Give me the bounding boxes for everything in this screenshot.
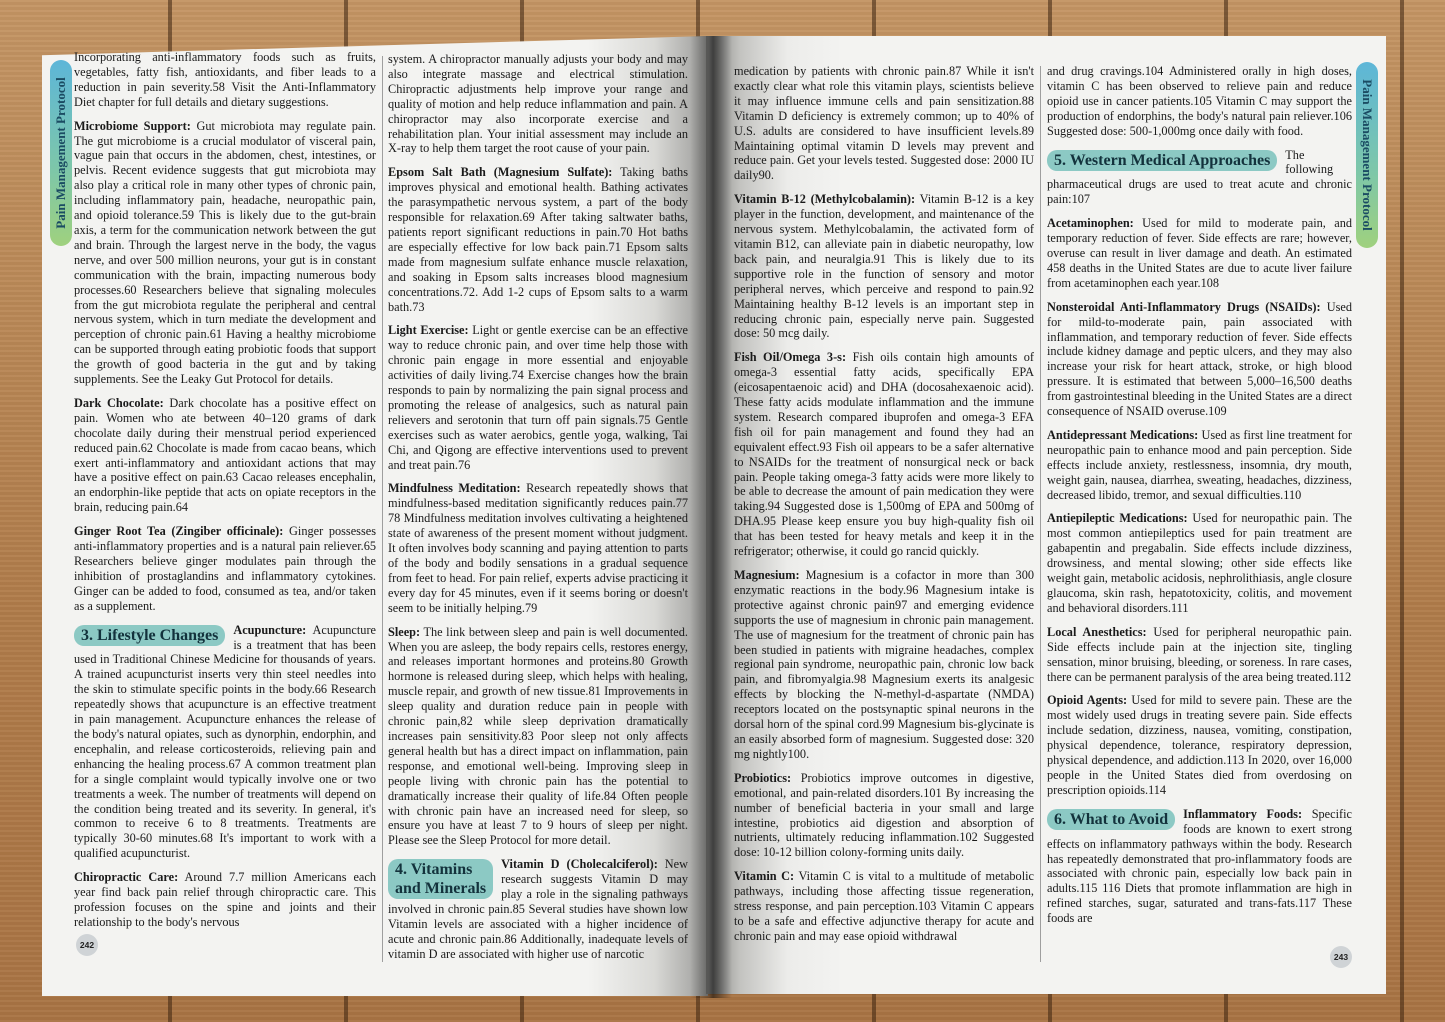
paragraph-vitamin-d-cont: medication by patients with chronic pain.87 While it isn't exactly clear what role this vitamin plays, scientists believe it may influence immune cells and pain sensitization.88 Vitamin D deficiency is extremely common; up to 40% of U.S. adults are considered to have insufficient levels.89 Maintaining optimal vitamin D levels may prevent and reduce pain. Get your levels tested. Suggested dose: 2000 IU daily90. (734, 64, 1034, 183)
paragraph-probiotics: Probiotics: Probiotics improve outcomes in digestive, emotional, and pain-related disorders.101 By increasing the number of beneficial bacteria in your small and large intestine, probiotics aid digestion and absorption of nutrients, ultimately reducing inflammation.102 Suggested dose: 10-12 billion colony-forming units daily. (734, 770, 1034, 860)
heading-epsom: Epsom Salt Bath (Magnesium Sulfate): (388, 165, 613, 180)
paragraph-nsaids: Nonsteroidal Anti-Inflammatory Drugs (NSAIDs): Used for mild-to-moderate pain, pain associated with inflammation, and temporary reduction of fever. Side effects include kidney damage and peptic ulcers, and they may also increase your risk for heart attack, stroke, or high blood pressure. It is estimated that between 5,000–16,500 deaths from gastrointestinal bleeding in the United States are a direct consequence of NSAID overuse.109 (1047, 299, 1352, 419)
left-column-divider (382, 56, 383, 962)
heading-dark-chocolate: Dark Chocolate: (74, 395, 164, 410)
paragraph-microbiome: Microbiome Support: Gut microbiota may regulate pain. The gut microbiome is a crucial modulator of visceral pain, vague pain that occurs in the abdomen, chest, intestines, or pelvis. Recent evidence suggests that gut microbiota may also play a critical role in many other types of chronic pain, including inflammatory pain, headache, neuropathic pain, and opioid tolerance.59 This is likely due to the gut-brain axis, a term for the communication network between the gut and brain. Through the largest nerve in the body, the vagus nerve, and over 500 million neurons, your gut is in constant communication with the brain, impacting numerous body processes.60 Researchers believe that signaling molecules from the gut microbiota regulate the peripheral and central nervous system, which in turn mediate the development and perception of chronic pain.61 Having a healthy microbiome can be supported through eating probiotic foods that support the growth of good bacteria in the gut and by taking supplements. See the Leaky Gut Protocol for details. (74, 118, 376, 387)
right-column-2 (1047, 64, 1352, 964)
left-running-header-tab (50, 60, 72, 246)
heading-antiepileptic: Antiepileptic Medications: (1047, 511, 1188, 526)
heading-opioid: Opioid Agents: (1047, 693, 1128, 708)
paragraph-local-anesthetics: Local Anesthetics: Used for peripheral neuropathic pain. Side effects include pain at the injection site, tingling sensation, minor bruising, bleeding, or soreness. In rare cases, there can be permanent paralysis of the area being treated.112 (1047, 624, 1352, 684)
left-page-number: 242 (76, 934, 98, 956)
paragraph-inflammatory-foods: 6. What to Avoid Inflammatory Foods: Specific foods are known to exert strong effects on inflammatory pathways within the body. Research has repeatedly demonstrated that pro-inflammatory foods are associated with chronic pain, especially low back pain in adults.115 116 Diets that promote inflammation are high in refined starches, sugar, saturated and trans-fats.117 These foods are (1047, 806, 1352, 926)
heading-vitamin-c: Vitamin C: (734, 869, 795, 884)
heading-acupuncture: Acupuncture: (233, 622, 307, 637)
right-column-1 (734, 64, 1034, 964)
heading-acetaminophen: Acetaminophen: (1047, 216, 1134, 231)
paragraph-epsom: Epsom Salt Bath (Magnesium Sulfate): Taking baths improves physical and emotional health. Bathing activates the parasympathetic nervous system, a part of the body responsible for relaxation.69 After taking saltwater baths, patients report significant reductions in pain.70 Hot baths are especially effective for low back pain.71 Epsom salts made from magnesium sulfate enhance muscle relaxation, and soaking in Epsom salts increases blood magnesium concentrations.72. Add 1-2 cups of Epsom salts to a warm bath.73 (388, 165, 688, 314)
heading-local-anesthetics: Local Anesthetics: (1047, 624, 1147, 639)
paragraph-vitamin-d: 4. Vitamins and Minerals Vitamin D (Cholecalciferol): New research suggests Vitamin D may play a role in the signaling pathways involved in chronic pain.85 Several studies have shown low Vitamin levels are associated with a higher incidence of acute and chronic pain.86 Additionally, inadequate levels of vitamin D are associated with higher use of narcotic (388, 857, 688, 961)
paragraph-vitamin-c-cont: and drug cravings.104 Administered orally in high doses, vitamin C has been observed to relieve pain and reduce opioid use in cancer patients.105 Vitamin C may support the production of endorphins, the body's natural pain reliever.106 Suggested dose: 500-1,000mg once daily with food. (1047, 64, 1352, 138)
heading-fish-oil: Fish Oil/Omega 3-s: (734, 350, 847, 365)
paragraph-intro: Incorporating anti-inflammatory foods such as fruits, vegetables, fatty fish, antioxidants, and fiber leads to a reduction in pain severity.58 Visit the Anti-Inflammatory Diet chapter for full details and dietary suggestions. (74, 50, 376, 109)
heading-sleep: Sleep: (388, 624, 421, 639)
heading-mindfulness: Mindfulness Meditation: (388, 481, 521, 496)
left-running-header: Pain Management Protocol (53, 77, 68, 229)
paragraph-light-exercise: Light Exercise: Light or gentle exercise can be an effective way to reduce chronic pain, and over time help those with chronic pain engage in more essential and enjoyable activities of daily living.74 Exercise changes how the brain responds to pain by normalizing the pain signal process and promoting the release of analgesics, such as natural pain relievers and serotonin that turn off pain signals.75 Gentle exercises such as water aerobics, gentle yoga, walking, Tai Chi, and Qigong are effective interventions used to prevent and treat pain.76 (388, 323, 688, 472)
heading-microbiome: Microbiome Support: (74, 118, 191, 133)
heading-b12: Vitamin B-12 (Methylcobalamin): (734, 192, 916, 207)
paragraph-sleep: Sleep: The link between sleep and pain is well documented. When you are asleep, the body repairs cells, restores energy, and releases important hormones and proteins.80 Growth hormone is released during sleep, which helps with healing, muscle repair, and growth of new tissue.81 Improvements in sleep quality and duration reduce pain in people with chronic pain,82 while sleep deprivation dramatically increases pain sensitivity.83 Poor sleep not only affects general health but has a direct impact on inflammation, pain response, and emotional well-being. Improving sleep in people living with chronic pain has the potential to dramatically increase their quality of life.84 Often people with chronic pain have an increased need for sleep, so ensure you have at least 7 to 9 hours of sleep per night. Please see the Sleep Protocol for more detail. (388, 624, 688, 848)
book-spine-shadow (690, 36, 732, 998)
heading-light-exercise: Light Exercise: (388, 323, 469, 338)
heading-ginger: Ginger Root Tea (Zingiber officinale): (74, 524, 284, 539)
paragraph-dark-chocolate: Dark Chocolate: Dark chocolate has a positive effect on pain. Women who ate between 40–120 grams of dark chocolate daily during their menstrual period experienced reduced pain.62 Chocolate is made from cacao beans, which exert anti-inflammatory and antioxidant actions that may have a positive effect on pain.63 Cacao releases encephalin, an endorphin-like peptide that acts on opiate receptors in the brain, reducing pain.64 (74, 395, 376, 515)
paragraph-western-intro: 5. Western Medical Approaches The following pharmaceutical drugs are used to treat acute and chronic pain:107 (1047, 147, 1352, 207)
paragraph-fish-oil: Fish Oil/Omega 3-s: Fish oils contain high amounts of omega-3 essential fatty acids, specifically EPA (eicosapentaenoic acid) and DHA (docosahexaenoic acid). These fatty acids modulate inflammation and the immune system. Research compared ibuprofen and omega-3 EFA fish oil for pain management and found they had an equivalent effect.93 Fish oil appears to be a safer alternative to NSAIDs for the treatment of nonsurgical neck or back pain. People taking omega-3 fatty acids were more likely to be able to decrease the amount of pain medication they were taking.94 Suggested dose is 1,500mg of EPA and 500mg of DHA.95 Please keep ensure you buy high-quality fish oil that has been tested for heavy metals and keep it in the refrigerator; otherwise, it could go rancid quickly. (734, 350, 1034, 559)
paragraph-chiropractic-cont: system. A chiropractor manually adjusts your body and may also integrate massage and electrical stimulation. Chiropractic adjustments help improve your range and quality of motion and help reduce inflammation and pain. A chiropractor may also incorporate exercise and a rehabilitation plan. Your initial assessment may include an X-ray to help them target the root cause of your pain. (388, 52, 688, 156)
paragraph-magnesium: Magnesium: Magnesium is a cofactor in more than 300 enzymatic reactions in the body.96 Magnesium intake is protective against chronic pain97 and emerging evidence supports the use of magnesium in chronic pain management. The use of magnesium for the treatment of chronic pain has been studied in patients with migraine headaches, complex regional pain syndrome, neuropathic pain, chronic low back pain, and fibromyalgia.98 Magnesium exerts its analgesic effects by blocking the N-methyl-d-aspartate (NMDA) receptors located on the postsynaptic spinal neurons in the dorsal horn of the spinal cord.99 Magnesium bis-glycinate is an easily absorbed form of magnesium. Suggested dose: 320 mg nightly100. (734, 568, 1034, 761)
heading-antidepressant: Antidepressant Medications: (1047, 427, 1199, 442)
heading-vitamin-d: Vitamin D (Cholecalciferol): (501, 857, 658, 872)
heading-inflammatory-foods: Inflammatory Foods: (1183, 806, 1303, 821)
right-running-header-tab (1356, 62, 1378, 248)
section-heading-avoid: 6. What to Avoid (1047, 809, 1175, 830)
paragraph-acetaminophen: Acetaminophen: Used for mild to moderate pain, and temporary reduction of fever. Side effects are rare; however, overuse can result in liver damage and death. An estimated 458 deaths in the United States are due to acute liver failure from acetaminophen each year.108 (1047, 216, 1352, 290)
paragraph-antiepileptic: Antiepileptic Medications: Used for neuropathic pain. The most common antiepileptics used for pain treatment are gabapentin and pregabalin. Side effects include dizziness, drowsiness, and mental slowing; other side effects like weight gain, metabolic acidosis, nephrolithiasis, angle closure glaucoma, skin rash, hepatotoxicity, colitis, and movement and behavioral disorders.111 (1047, 511, 1352, 615)
right-running-header: Pain Management Protocol (1360, 79, 1375, 231)
paragraph-antidepressant: Antidepressant Medications: Used as first line treatment for neuropathic pain to enhance mood and pain perception. Side effects include anxiety, restlessness, insomnia, dry mouth, weight gain, nausea, diarrhea, sweating, headaches, dizziness, decreased libido, tremor, and sexual difficulties.110 (1047, 427, 1352, 502)
section-heading-vitamins: 4. Vitamins and Minerals (388, 859, 493, 899)
left-column-1 (74, 50, 376, 970)
heading-chiropractic: Chiropractic Care: (74, 870, 179, 885)
heading-nsaids: Nonsteroidal Anti-Inflammatory Drugs (NSAIDs): (1047, 299, 1321, 314)
right-page-number: 243 (1330, 946, 1352, 968)
paragraph-b12: Vitamin B-12 (Methylcobalamin): Vitamin B-12 is a key player in the function, development, and maintenance of the nervous system. Methylcobalamin, the activated form of vitamin B12, can alleviate pain in diabetic neuropathy, low back pain, and neuralgia.91 This is likely due to its supportive role in the function of sensory and motor peripheral nerves, which perceive and respond to pain.92 Maintaining healthy B-12 levels is an important step in reducing chronic pain, especially nerve pain. Suggested dose: 50 mcg daily. (734, 192, 1034, 341)
section-heading-lifestyle: 3. Lifestyle Changes (74, 625, 225, 646)
paragraph-opioid: Opioid Agents: Used for mild to severe pain. These are the most widely used drugs in treating severe pain. Side effects include sedation, dizziness, nausea, vomiting, constipation, physical dependence, tolerance, respiratory depression, physical dependence, and addiction.113 In 2020, over 16,000 people in the United States died from overdosing on prescription opioids.114 (1047, 693, 1352, 797)
paragraph-vitamin-c: Vitamin C: Vitamin C is vital to a multitude of metabolic pathways, including those affecting tissue regeneration, stress response, and pain perception.103 Vitamin C appears to be a safe and effective adjunctive therapy for acute and chronic pain and may ease opioid withdrawal (734, 869, 1034, 943)
left-column-2 (388, 52, 688, 968)
paragraph-mindfulness: Mindfulness Meditation: Research repeatedly shows that mindfulness-based meditation significantly reduces pain.77 78 Mindfulness meditation involves cultivating a heightened state of awareness of the present moment without judgment. It often involves body scanning and paying attention to parts of the body and bodily sensations in a gradual sequence from feet to head. For pain relief, experts advise practicing it every day for 45 minutes, even if it seems boring or doesn't seem to be initially helping.79 (388, 481, 688, 615)
paragraph-ginger: Ginger Root Tea (Zingiber officinale): Ginger possesses anti-inflammatory properties and is a natural pain reliever.65 Researchers believe ginger modulates pain through the inhibition of prostaglandins and inflammatory cytokines. Ginger can be added to food, consumed as tea, and/or taken as a supplement. (74, 524, 376, 613)
heading-magnesium: Magnesium: (734, 568, 800, 582)
heading-probiotics: Probiotics: (734, 770, 792, 785)
paragraph-chiropractic: Chiropractic Care: Around 7.7 million Americans each year find back pain relief through chiropractic care. This profession focuses on the spine and joints and their relationship to the body's nervous (74, 870, 376, 929)
paragraph-acupuncture: 3. Lifestyle Changes Acupuncture: Acupuncture is a treatment that has been used in Traditional Chinese Medicine for thousands of years. A trained acupuncturist inserts very thin steel needles into the skin to stimulate specific points in the body.66 Research repeatedly shows that acupuncture is an effective treatment in pain management. Acupuncture enhances the release of the body's natural opiates, such as dynorphin, endorphin, and encephalin, and release corticosteroids, relieving pain and enhancing the healing process.67 A common treatment plan for a single complaint would typically involve one or two treatments a week. The number of treatments will depend on the condition being treated and its severity. In general, it's common to receive 6 to 8 treatments. Treatments are typically 30-60 minutes.68 It's important to work with a qualified acupuncturist. (74, 622, 376, 861)
right-column-divider (1040, 66, 1041, 962)
section-heading-western: 5. Western Medical Approaches (1047, 150, 1277, 171)
